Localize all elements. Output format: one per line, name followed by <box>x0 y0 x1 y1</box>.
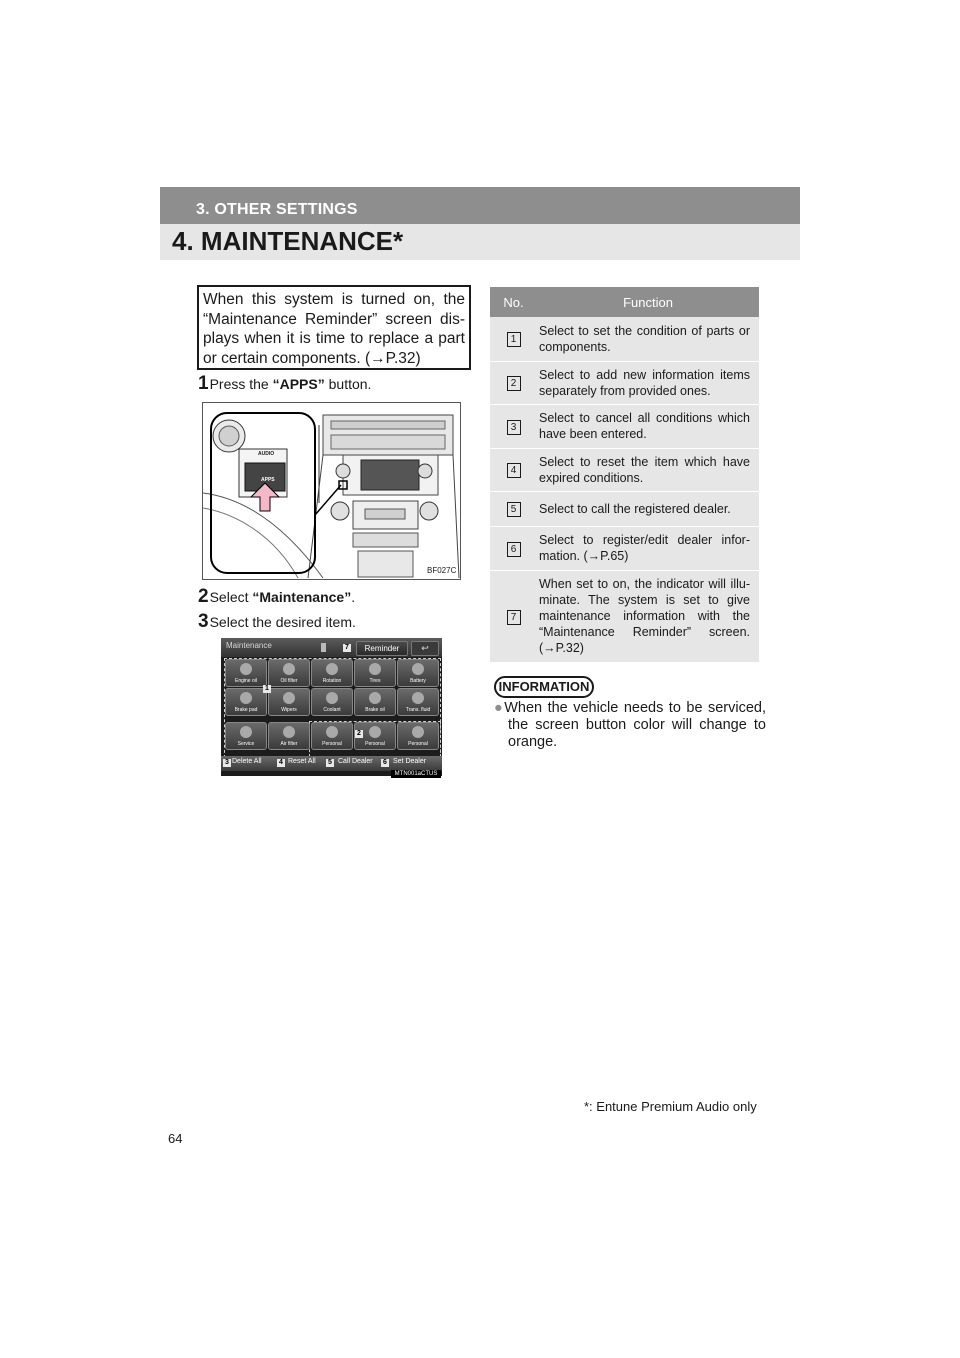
function-table <box>490 287 759 663</box>
callout-2: 2 <box>355 730 363 738</box>
transmission-icon <box>412 692 424 704</box>
brake-oil-icon <box>369 692 381 704</box>
tile-personal-3: Personal <box>397 722 439 750</box>
tile-brake-pad: Brake pad <box>225 688 267 716</box>
step-text: Select the desired item. <box>209 614 356 630</box>
step-text: button. <box>324 376 372 392</box>
information-text <box>494 700 766 751</box>
oil-filter-icon <box>283 663 295 675</box>
screen-title: Maintenance <box>226 641 272 650</box>
callout-3: 3 <box>223 759 231 767</box>
tile-personal-2: Personal <box>354 722 396 750</box>
coolant-icon <box>326 692 338 704</box>
row-function: Select to cancel all conditions which have been entered. <box>537 404 759 448</box>
apps-button-label: APPS <box>261 477 275 483</box>
step-keyword: “APPS” <box>272 376 325 392</box>
delete-all-button: Delete All <box>232 758 262 765</box>
row-number: 1 <box>507 332 521 347</box>
row-number: 4 <box>507 463 521 478</box>
row-function: Select to add new information items separately from provided ones. <box>537 361 759 404</box>
wrench-icon <box>240 726 252 738</box>
table-header-row <box>490 287 759 317</box>
tile-rotation: Rotation <box>311 659 353 687</box>
table-row <box>490 317 759 361</box>
row-number: 3 <box>507 420 521 435</box>
information-label: INFORMATION <box>494 676 594 698</box>
information-body: When the vehicle needs to be serviced, the screen button color will change to orange. <box>504 700 767 750</box>
maintenance-screen-figure <box>221 638 442 776</box>
row-number: 6 <box>507 542 521 557</box>
rotation-icon <box>326 663 338 675</box>
table-row <box>490 404 759 448</box>
table-row <box>490 448 759 491</box>
step-1 <box>198 373 371 395</box>
tire-icon <box>369 663 381 675</box>
tile-trans-fluid: Trans. fluid <box>397 688 439 716</box>
set-dealer-button: Set Dealer <box>393 758 427 765</box>
figure-code: BF027C <box>427 566 457 575</box>
row-number: 5 <box>507 502 521 517</box>
table-row <box>490 526 759 570</box>
step-keyword: “Maintenance” <box>252 589 352 605</box>
tile-tires: Tires <box>354 659 396 687</box>
column-header-function: Function <box>537 287 759 317</box>
tile-coolant: Coolant <box>311 688 353 716</box>
figure-code: MTN001aCTUS <box>391 770 441 778</box>
signal-icon <box>321 643 326 652</box>
row-function: Select to reset the item which have expired conditions. <box>537 448 759 491</box>
row-number: 2 <box>507 376 521 391</box>
dashboard-figure <box>202 402 461 580</box>
row-number: 7 <box>507 610 521 625</box>
tile-service: Service <box>225 722 267 750</box>
row-function: Select to register/edit dealer infor-mation. (→P.65) <box>537 526 759 570</box>
call-dealer-button: Call Dealer <box>338 758 373 765</box>
callout-1: 1 <box>263 685 271 693</box>
callout-5: 5 <box>326 759 334 767</box>
personal-icon <box>369 726 381 738</box>
table-row <box>490 361 759 404</box>
footnote: *: Entune Premium Audio only <box>584 1099 757 1114</box>
row-function: Select to set the condition of parts or components. <box>537 317 759 361</box>
engine-oil-icon <box>240 663 252 675</box>
air-filter-icon <box>283 726 295 738</box>
reminder-button: Reminder <box>356 641 408 656</box>
callout-6: 6 <box>381 759 389 767</box>
chapter-title: 4. MAINTENANCE* <box>172 226 404 256</box>
battery-icon <box>412 663 424 675</box>
step-text: Select <box>209 589 253 605</box>
page-number: 64 <box>168 1131 183 1146</box>
back-icon: ↩ <box>411 641 439 656</box>
intro-box: When this system is turned on, the “Maintenance Reminder” screen dis-plays when it is time to replace a part or certain components. (→P.32) <box>197 285 471 370</box>
reset-all-button: Reset All <box>288 758 316 765</box>
tile-engine-oil: Engine oil <box>225 659 267 687</box>
tile-oil-filter: Oil filter <box>268 659 310 687</box>
step-2 <box>198 586 355 608</box>
column-header-no: No. <box>490 287 537 317</box>
callout-7: 7 <box>343 644 351 652</box>
step-number: 1 <box>198 373 209 394</box>
tile-brake-oil: Brake oil <box>354 688 396 716</box>
callout-4: 4 <box>277 759 285 767</box>
step-number: 3 <box>198 611 209 632</box>
brake-pad-icon <box>240 692 252 704</box>
step-3 <box>198 611 356 633</box>
step-text: . <box>351 589 356 605</box>
audio-button-label: AUDIO <box>258 451 275 457</box>
step-number: 2 <box>198 586 209 607</box>
personal-icon <box>326 726 338 738</box>
row-function: When set to on, the indicator will illu-minate. The system is set to give maintenance information with the “Maintenance Reminder” screen. (→P.32) <box>537 570 759 662</box>
wiper-icon <box>283 692 295 704</box>
table-row <box>490 570 759 662</box>
section-title: 3. OTHER SETTINGS <box>196 201 358 218</box>
tile-battery: Battery <box>397 659 439 687</box>
step-text: Press the <box>209 376 273 392</box>
personal-icon <box>412 726 424 738</box>
bullet-icon: ● <box>494 700 505 716</box>
tile-wipers: Wipers <box>268 688 310 716</box>
row-function: Select to call the registered dealer. <box>537 491 759 526</box>
tile-air-filter: Air filter <box>268 722 310 750</box>
table-row <box>490 491 759 526</box>
tile-personal-1: Personal <box>311 722 353 750</box>
